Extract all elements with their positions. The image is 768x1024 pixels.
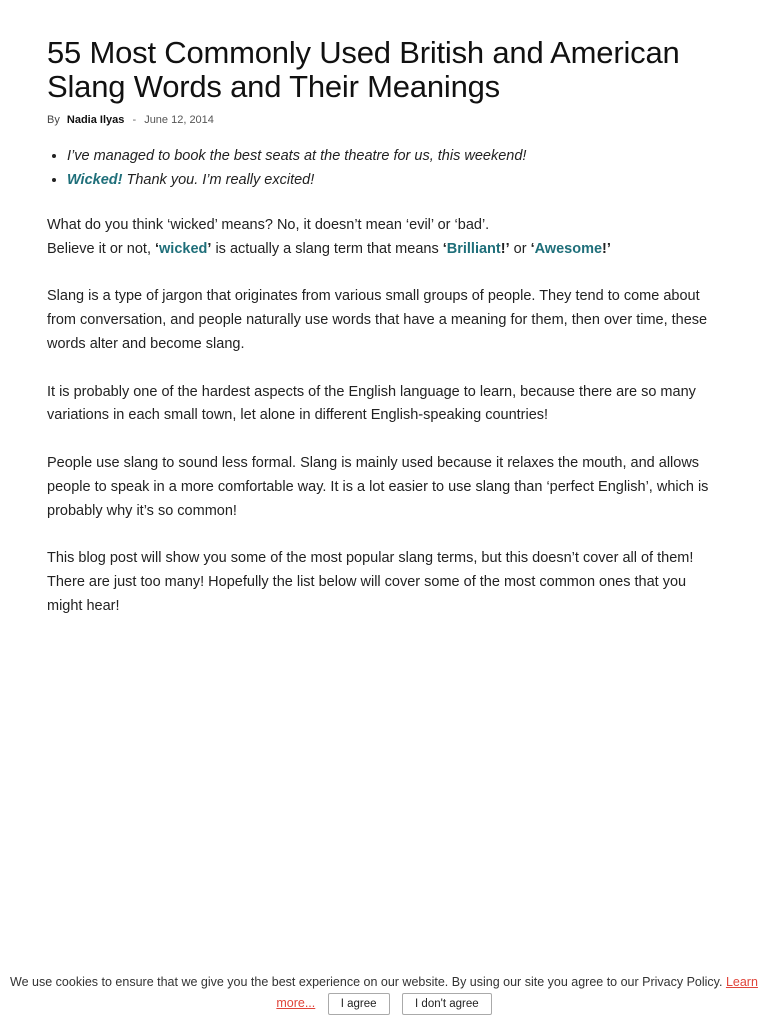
quote-mark: ‘ bbox=[155, 240, 160, 257]
dialogue-line: I’ve managed to book the best seats at the theatre for us, this weekend! bbox=[67, 148, 527, 164]
term-awesome: Awesome bbox=[534, 240, 603, 257]
quote-mark: ‘ bbox=[442, 240, 447, 257]
body-paragraph: This blog post will show you some of the most popular slang terms, but this doesn’t cover all of them! There are just too many! Hopefully the list below will cover some of the most common ones that you might hear! bbox=[47, 550, 694, 614]
intro-definition bbox=[47, 238, 721, 262]
dialogue-line: Thank you. I’m really excited! bbox=[122, 172, 315, 188]
text-segment: or bbox=[509, 240, 531, 257]
quote-mark: ’ bbox=[207, 240, 212, 257]
quote-mark: !’ bbox=[602, 240, 611, 257]
article-meta bbox=[47, 112, 721, 128]
list-item bbox=[67, 168, 721, 192]
article-page bbox=[0, 36, 768, 1024]
list-item bbox=[67, 144, 721, 168]
meta-separator: - bbox=[132, 114, 137, 126]
dialogue-list bbox=[47, 144, 721, 192]
term-wicked: wicked bbox=[159, 240, 208, 257]
intro-line: What do you think ‘wicked’ means? No, it doesn’t mean ‘evil’ or ‘bad’. bbox=[47, 217, 490, 233]
term-brilliant: Brilliant bbox=[446, 240, 501, 257]
article-title: 55 Most Commonly Used British and American Slang Words and Their Meanings bbox=[47, 35, 680, 104]
text-segment: Believe it or not, bbox=[47, 240, 155, 257]
text-segment: is actually a slang term that means bbox=[211, 240, 443, 257]
highlight-term: Wicked! bbox=[67, 172, 123, 188]
author-link[interactable]: Nadia Ilyas bbox=[66, 114, 125, 126]
byline-label: By bbox=[47, 114, 60, 126]
cookie-message: We use cookies to ensure that we give you the best experience on our website. By using our site you agree to our Privacy Policy. bbox=[10, 975, 723, 989]
learn-more-link[interactable]: Learn more... bbox=[276, 975, 758, 1010]
body-paragraph: People use slang to sound less formal. Slang is mainly used because it relaxes the mouth, and allows people to speak in a more comfortable way. It is a lot easier to use slang than ‘perfect English’, which is probably why it’s so common! bbox=[47, 454, 709, 519]
agree-button[interactable]: I agree bbox=[328, 993, 390, 1015]
quote-mark: !’ bbox=[500, 240, 510, 257]
publish-date: June 12, 2014 bbox=[144, 114, 214, 126]
disagree-button[interactable]: I don't agree bbox=[402, 993, 492, 1015]
body-paragraph: It is probably one of the hardest aspects of the English language to learn, because there are so many variations in each small town, let alone in different English-speaking countries! bbox=[47, 383, 696, 424]
body-paragraph: Slang is a type of jargon that originates from various small groups of people. They tend to come about from conversation, and people naturally use words that have a meaning for them, then over time, these words alter and become slang. bbox=[47, 288, 708, 352]
cookie-banner bbox=[0, 972, 768, 1015]
quote-mark: ‘ bbox=[530, 240, 535, 257]
